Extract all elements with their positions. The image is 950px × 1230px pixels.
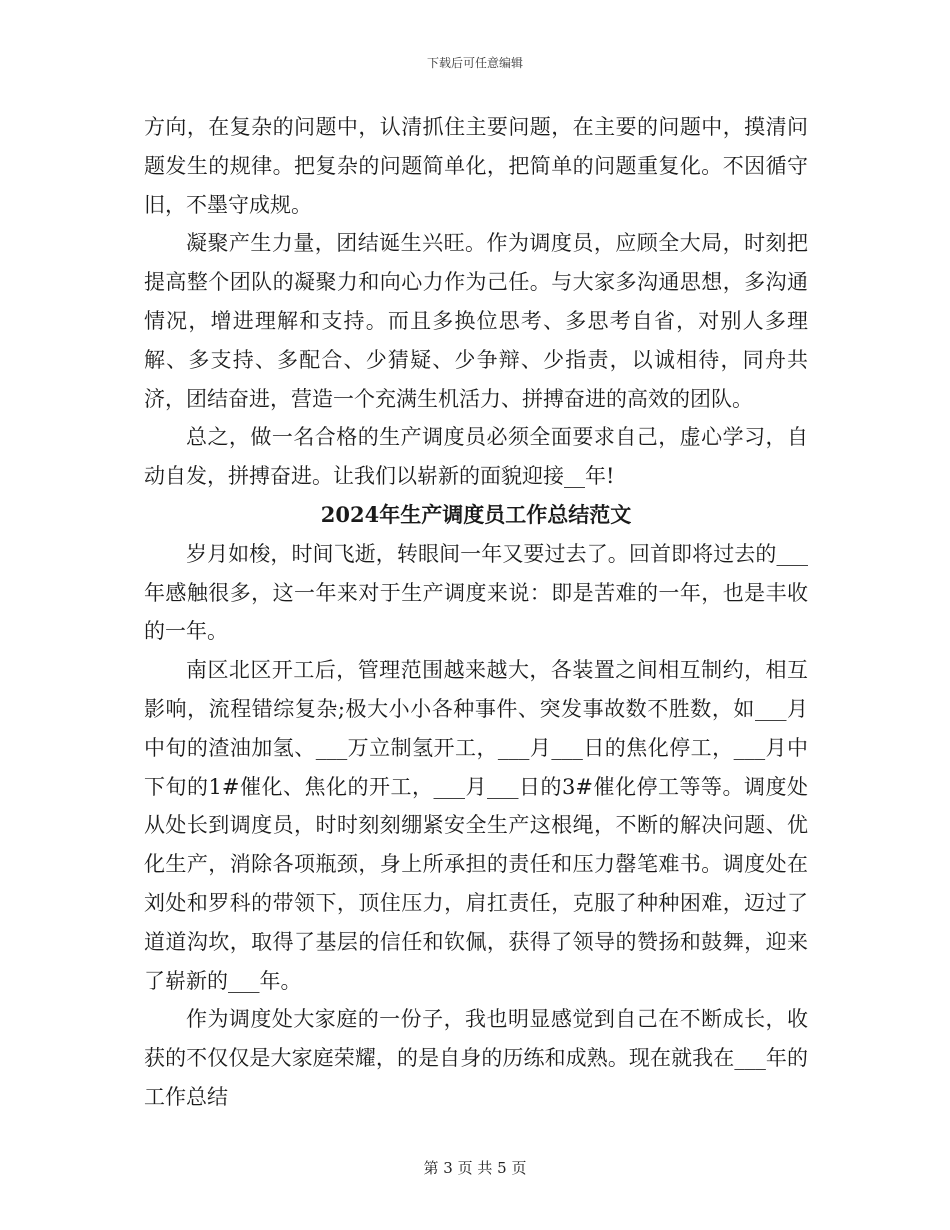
paragraph-events: 南区北区开工后，管理范围越来越大，各装置之间相互制约，相互影响，流程错综复杂;极大小小各种事件、突发事故数不胜数，如___月中旬的渣油加氢、___万立制氢开工，___月___日的焦化停工，___月中下旬的1#催化、焦化的开工，___月___日的3#催化停工等等。调度处从处长到调度员，时时刻刻绷紧安全生产这根绳，不断的解决问题、优化生产，消除各项瓶颈，身上所承担的责任和压力罄笔难书。调度处在刘处和罗科的带领下，顶住压力，肩扛责任，克服了种种困难，迈过了道道沟坎，取得了基层的信任和钦佩，获得了领导的赞扬和鼓舞，迎来了崭新的___年。: [144, 658, 808, 993]
page-header-note: 下载后可任意编辑: [426, 56, 523, 70]
page-number: 第 3 页 共 5 页: [423, 1159, 527, 1177]
paragraph-growth: 作为调度处大家庭的一份子，我也明显感觉到自己在不断成长，收获的不仅仅是大家庭荣耀，的是自身的历练和成熟。现在就我在___年的工作总结: [144, 1007, 808, 1109]
paragraph-intro: 岁月如梭，时间飞逝，转眼间一年又要过去了。回首即将过去的___年感触很多，这一年来对于生产调度来说：即是苦难的一年，也是丰收的一年。: [144, 541, 808, 644]
paragraph-continued: 方向，在复杂的问题中，认清抓住主要问题，在主要的问题中，摸清问题发生的规律。把复杂的问题简单化，把简单的问题重复化。不因循守旧，不墨守成规。: [144, 115, 808, 217]
document-body: [144, 108, 808, 1117]
section-title: 2024年生产调度员工作总结范文: [320, 501, 632, 527]
paragraph-cohesion: 凝聚产生力量，团结诞生兴旺。作为调度员，应顾全大局，时刻把提高整个团队的凝聚力和向心力作为己任。与大家多沟通思想，多沟通情况，增进理解和支持。而且多换位思考、多思考自省，对别人多理解、多支持、多配合、少猜疑、少争辩、少指责，以诚相待，同舟共济，团结奋进，营造一个充满生机活力、拼搏奋进的高效的团队。: [144, 231, 808, 411]
paragraph-conclusion: 总之，做一名合格的生产调度员必须全面要求自己，虚心学习，自动自发，拼搏奋进。让我们以崭新的面貌迎接__年!: [144, 425, 808, 489]
